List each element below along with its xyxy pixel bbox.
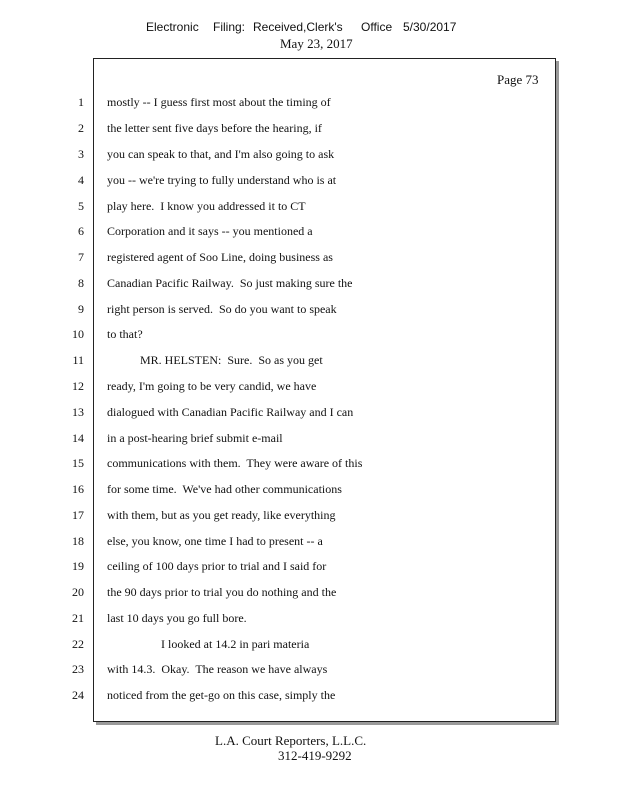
transcript-line: Canadian Pacific Railway. So just making sure the <box>107 276 353 290</box>
line-number: 24 <box>72 688 84 702</box>
transcript-line: ceiling of 100 days prior to trial and I said for <box>107 559 327 573</box>
line-number: 5 <box>78 199 84 213</box>
transcript-line: in a post-hearing brief submit e-mail <box>107 431 283 445</box>
stamp-word-filing: Filing: <box>213 20 246 34</box>
transcript-line: Corporation and it says -- you mentioned a <box>107 224 313 238</box>
transcript-line: registered agent of Soo Line, doing business as <box>107 250 333 264</box>
line-number: 2 <box>78 121 84 135</box>
transcript-line: the 90 days prior to trial you do nothing and the <box>107 585 337 599</box>
transcript-line: right person is served. So do you want to speak <box>107 302 337 316</box>
line-number: 19 <box>72 559 84 573</box>
transcript-line: ready, I'm going to be very candid, we have <box>107 379 317 393</box>
line-number: 12 <box>72 379 84 393</box>
transcript-line: communications with them. They were aware of this <box>107 456 363 470</box>
line-number: 13 <box>72 405 84 419</box>
line-number: 9 <box>78 302 84 316</box>
line-number: 8 <box>78 276 84 290</box>
transcript-line: you can speak to that, and I'm also going to ask <box>107 147 335 161</box>
transcript-line: I looked at 14.2 in pari materia <box>107 637 310 651</box>
transcript-line: the letter sent five days before the hearing, if <box>107 121 322 135</box>
line-number: 22 <box>72 637 84 651</box>
line-number: 21 <box>72 611 84 625</box>
transcript-line: dialogued with Canadian Pacific Railway and I can <box>107 405 354 419</box>
transcript-line: with 14.3. Okay. The reason we have always <box>107 662 328 676</box>
line-number: 23 <box>72 662 84 676</box>
stamp-word-received: Received,Clerk's <box>253 20 343 34</box>
stamp-word-electronic: Electronic <box>146 20 199 34</box>
transcript-line: play here. I know you addressed it to CT <box>107 199 306 213</box>
footer-phone: 312-419-9292 <box>278 748 352 763</box>
transcript-line: with them, but as you get ready, like everything <box>107 508 336 522</box>
line-number: 15 <box>72 456 84 470</box>
transcript-line: noticed from the get-go on this case, simply the <box>107 688 336 702</box>
line-number: 10 <box>72 327 84 341</box>
transcript-line: last 10 days you go full bore. <box>107 611 247 625</box>
line-number: 4 <box>78 173 84 187</box>
transcript-line: for some time. We've had other communications <box>107 482 342 496</box>
line-number: 3 <box>78 147 84 161</box>
transcript-line: MR. HELSTEN: Sure. So as you get <box>107 353 323 367</box>
line-number: 6 <box>78 224 84 238</box>
electronic-filing-stamp <box>0 20 618 34</box>
page-number-label: Page 73 <box>497 72 539 87</box>
line-number: 18 <box>72 534 84 548</box>
line-number: 1 <box>78 95 84 109</box>
transcript-line: mostly -- I guess first most about the timing of <box>107 95 331 109</box>
stamp-date: 5/30/2017 <box>403 20 457 34</box>
stamp-word-office: Office <box>361 20 393 34</box>
transcript-line: else, you know, one time I had to present -- a <box>107 534 323 548</box>
line-number: 7 <box>78 250 84 264</box>
line-number: 17 <box>72 508 84 522</box>
footer-company: L.A. Court Reporters, L.L.C. <box>215 733 367 748</box>
transcript-date: May 23, 2017 <box>280 36 353 51</box>
transcript-line: you -- we're trying to fully understand who is at <box>107 173 337 187</box>
line-number: 11 <box>72 353 84 367</box>
transcript-line: to that? <box>107 327 143 341</box>
line-number: 16 <box>72 482 84 496</box>
line-number: 14 <box>72 431 84 445</box>
line-number: 20 <box>72 585 84 599</box>
